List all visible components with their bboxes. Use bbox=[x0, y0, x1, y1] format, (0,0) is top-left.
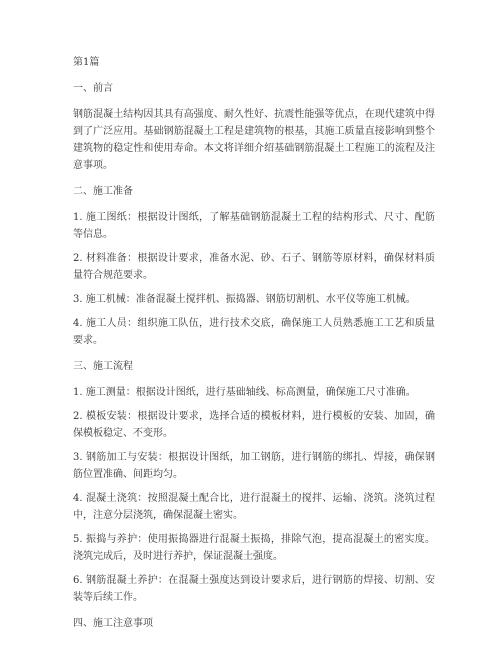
preparation-item: 2. 材料准备：根据设计要求，准备水泥、砂、石子、钢筋等原材料，确保材料质量符合规范要求。 bbox=[73, 253, 435, 281]
process-item: 5. 振捣与养护：使用振捣器进行混凝土振捣，排除气泡，提高混凝土的密实度。浇筑完成后，及时进行养护，保证混凝土强度。 bbox=[73, 534, 435, 562]
section-heading-preface: 一、前言 bbox=[73, 83, 113, 94]
preparation-item: 1. 施工图纸：根据设计图纸，了解基础钢筋混凝土工程的结构形式、尺寸、配筋等信息。 bbox=[73, 212, 435, 240]
process-item: 2. 模板安装：根据设计要求，选择合适的模板材料，进行模板的安装、加固，确保模板稳定、不变形。 bbox=[73, 411, 435, 439]
document-page bbox=[73, 54, 435, 632]
process-item: 6. 钢筋混凝土养护：在混凝土强度达到设计要求后，进行钢筋的焊接、切割、安装等后续工作。 bbox=[73, 575, 435, 603]
process-item: 3. 钢筋加工与安装：根据设计图纸，加工钢筋，进行钢筋的绑扎、焊接，确保钢筋位置准确、间距均匀。 bbox=[73, 452, 435, 480]
preparation-item: 4. 施工人员：组织施工队伍，进行技术交底，确保施工人员熟悉施工工艺和质量要求。 bbox=[73, 318, 435, 346]
preface-paragraph: 钢筋混凝土结构因其具有高强度、耐久性好、抗震性能强等优点，在现代建筑中得到了广泛应用。基础钢筋混凝土工程是建筑物的根基，其施工质量直接影响到整个建筑物的稳定性和使用寿命。本文将详细介绍基础钢筋混凝土工程施工的流程及注意事项。 bbox=[73, 109, 435, 171]
process-item: 4. 混凝土浇筑：按照混凝土配合比，进行混凝土的搅拌、运输、浇筑。浇筑过程中，注意分层浇筑，确保混凝土密实。 bbox=[73, 493, 435, 521]
preparation-item: 3. 施工机械：准备混凝土搅拌机、振捣器、钢筋切割机、水平仪等施工机械。 bbox=[73, 294, 416, 305]
section-heading-precautions: 四、施工注意事项 bbox=[73, 618, 153, 629]
section-heading-process: 三、施工流程 bbox=[73, 361, 133, 372]
process-item: 1. 施工测量：根据设计图纸，进行基础轴线、标高测量，确保施工尺寸准确。 bbox=[73, 387, 416, 398]
section-heading-preparation: 二、施工准备 bbox=[73, 186, 133, 197]
page-label: 第1篇 bbox=[73, 57, 100, 68]
